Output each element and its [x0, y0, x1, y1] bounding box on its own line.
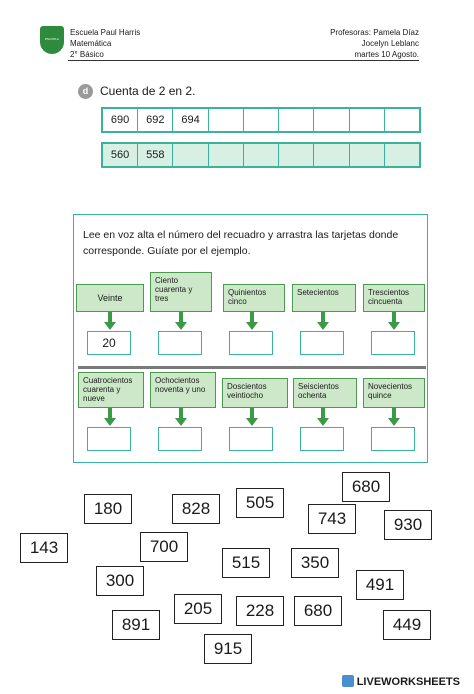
number-tile[interactable]: 180: [84, 494, 132, 524]
liveworksheets-logo: [342, 675, 460, 688]
answer-box[interactable]: [87, 427, 131, 451]
count-input-cell[interactable]: [279, 109, 314, 131]
number-word-card: Trescientos cincuenta: [363, 284, 425, 312]
brand-label: LIVEWORKSHEETS: [356, 676, 460, 688]
down-arrow-icon: [104, 312, 116, 330]
school-name: Escuela Paul Harris: [70, 28, 141, 37]
count-input-cell[interactable]: [385, 109, 419, 131]
count-cell: 558: [138, 144, 173, 166]
header-left: [70, 27, 140, 60]
number-tile[interactable]: 700: [140, 532, 188, 562]
down-arrow-icon: [246, 408, 258, 426]
answer-box[interactable]: [371, 331, 415, 355]
grade-label: 2° Básico: [70, 50, 104, 59]
number-tile[interactable]: 505: [236, 488, 284, 518]
down-arrow-icon: [317, 408, 329, 426]
number-word-card: Novecientos quince: [363, 378, 425, 408]
date-label: martes 10 Agosto.: [354, 50, 419, 59]
number-word-card: Setecientos: [292, 284, 356, 312]
answer-box[interactable]: [229, 427, 273, 451]
count-cell: 694: [173, 109, 208, 131]
section-title: Cuenta de 2 en 2.: [100, 84, 196, 98]
down-arrow-icon: [175, 312, 187, 330]
answer-box[interactable]: [229, 331, 273, 355]
number-word-card: Ochocientos noventa y uno: [150, 372, 216, 408]
number-word-card: Seiscientos ochenta: [293, 378, 357, 408]
down-arrow-icon: [175, 408, 187, 426]
count-cell: 690: [103, 109, 138, 131]
number-tile[interactable]: 680: [342, 472, 390, 502]
exercise-instructions: Lee en voz alta el número del recuadro y arrastra las tarjetas donde corresponde. Guíate por el ejemplo.: [83, 229, 399, 257]
number-tile[interactable]: 143: [20, 533, 68, 563]
answer-box[interactable]: 20: [87, 331, 131, 355]
teacher-name: Jocelyn Leblanc: [361, 39, 419, 48]
down-arrow-icon: [246, 312, 258, 330]
number-word-card: Veinte: [76, 284, 144, 312]
count-input-cell[interactable]: [244, 109, 279, 131]
section-badge: d: [78, 84, 93, 99]
number-tile[interactable]: 891: [112, 610, 160, 640]
number-tile[interactable]: 300: [96, 566, 144, 596]
count-cell: 560: [103, 144, 138, 166]
answer-box[interactable]: [158, 427, 202, 451]
row-divider: [78, 366, 426, 369]
count-input-cell[interactable]: [314, 144, 349, 166]
subject-name: Matemática: [70, 39, 112, 48]
number-word-card: Cuatrocientos cuarenta y nueve: [78, 372, 144, 408]
number-tile[interactable]: 915: [204, 634, 252, 664]
number-tile[interactable]: 743: [308, 504, 356, 534]
header-divider: [68, 60, 419, 61]
number-tile[interactable]: 205: [174, 594, 222, 624]
down-arrow-icon: [388, 408, 400, 426]
down-arrow-icon: [388, 312, 400, 330]
count-row-2: [101, 142, 421, 168]
count-input-cell[interactable]: [350, 144, 385, 166]
school-logo: ESCUELA: [40, 26, 64, 54]
number-tile[interactable]: 491: [356, 570, 404, 600]
count-input-cell[interactable]: [209, 144, 244, 166]
answer-box[interactable]: [371, 427, 415, 451]
count-cell: 692: [138, 109, 173, 131]
number-tile[interactable]: 515: [222, 548, 270, 578]
number-tile[interactable]: 828: [172, 494, 220, 524]
count-input-cell[interactable]: [173, 144, 208, 166]
number-word-card: Doscientos veintiocho: [222, 378, 288, 408]
number-tile[interactable]: 449: [383, 610, 431, 640]
count-input-cell[interactable]: [314, 109, 349, 131]
down-arrow-icon: [104, 408, 116, 426]
teachers-label: Profesoras: Pamela Díaz: [330, 28, 419, 37]
number-tile[interactable]: 930: [384, 510, 432, 540]
count-input-cell[interactable]: [350, 109, 385, 131]
count-input-cell[interactable]: [279, 144, 314, 166]
count-input-cell[interactable]: [385, 144, 419, 166]
number-word-card: Quinientos cinco: [223, 284, 285, 312]
answer-box[interactable]: [158, 331, 202, 355]
down-arrow-icon: [317, 312, 329, 330]
number-tile[interactable]: 680: [294, 596, 342, 626]
count-input-cell[interactable]: [209, 109, 244, 131]
count-row-1: [101, 107, 421, 133]
count-input-cell[interactable]: [244, 144, 279, 166]
number-tile[interactable]: 350: [291, 548, 339, 578]
number-tile[interactable]: 228: [236, 596, 284, 626]
answer-box[interactable]: [300, 331, 344, 355]
liveworksheets-icon: [342, 675, 354, 687]
number-word-card: Ciento cuarenta y tres: [150, 272, 212, 312]
header-right: [330, 27, 419, 60]
answer-box[interactable]: [300, 427, 344, 451]
